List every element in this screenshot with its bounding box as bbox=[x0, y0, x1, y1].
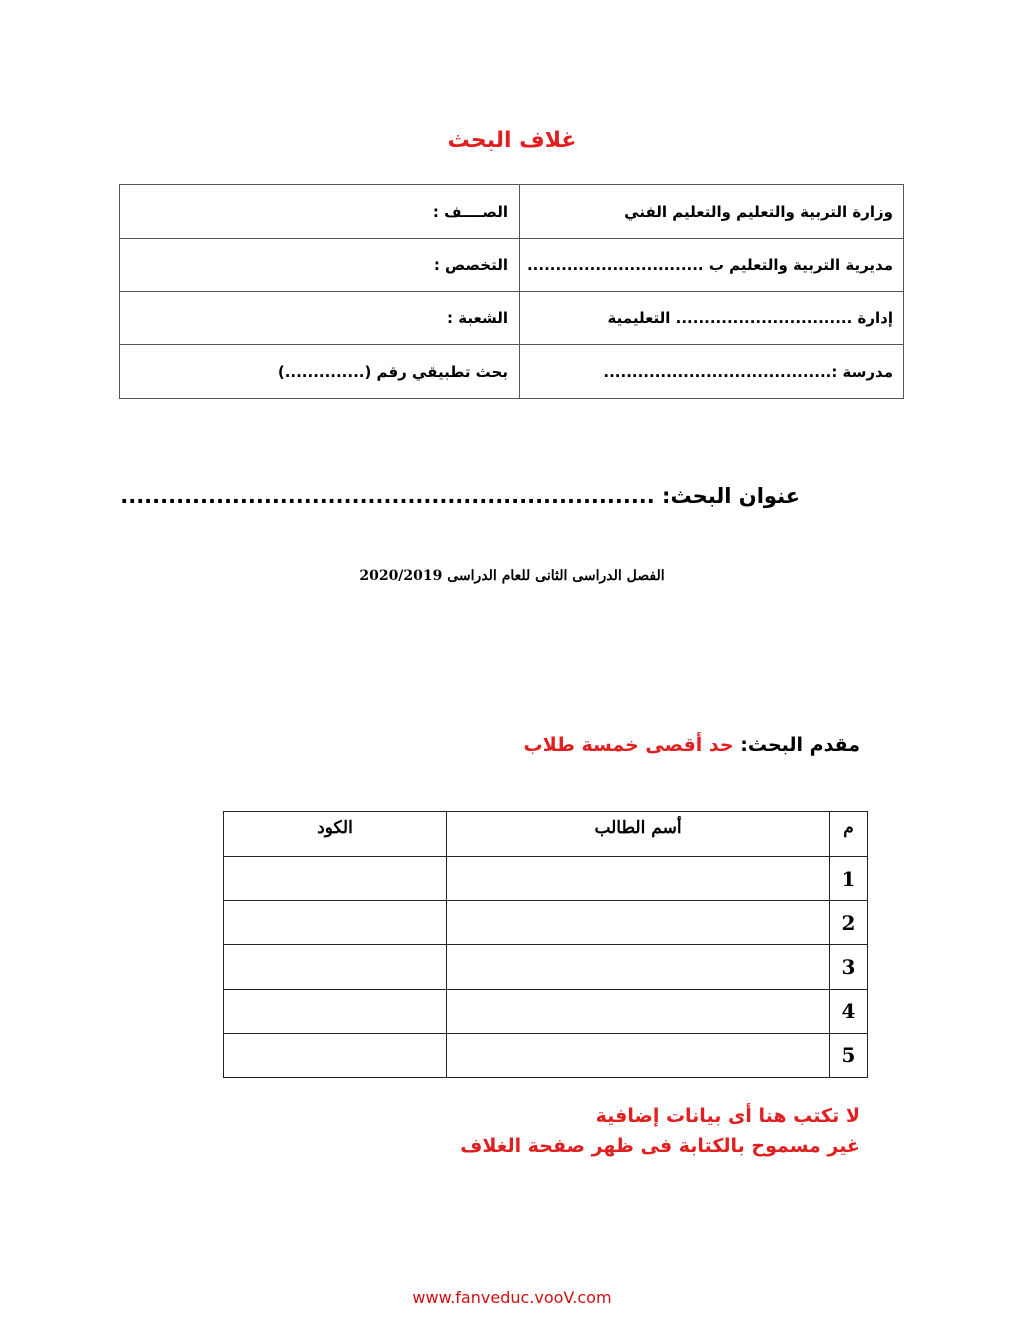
header-code: الكود bbox=[224, 812, 447, 857]
info-row-school bbox=[120, 344, 903, 398]
student-name-cell[interactable] bbox=[447, 901, 830, 945]
student-code-cell[interactable] bbox=[224, 857, 447, 901]
table-row bbox=[224, 901, 868, 945]
footer-url: www.fanveduc.vooV.com bbox=[412, 1288, 612, 1307]
info-table bbox=[119, 184, 904, 399]
directorate-label: مديرية التربية والتعليم ب ............................... bbox=[526, 256, 893, 274]
table-row bbox=[224, 945, 868, 989]
row-index: 4 bbox=[830, 989, 868, 1033]
header-student-name: أسم الطالب bbox=[447, 812, 830, 857]
student-code-cell[interactable] bbox=[224, 945, 447, 989]
row-index: 5 bbox=[830, 1033, 868, 1077]
header-index: م bbox=[830, 812, 868, 857]
research-title: عنوان البحث: ................................................................... bbox=[120, 484, 800, 508]
presenter-label: مقدم البحث: bbox=[740, 734, 860, 756]
presenter-limit-note: حد أقصى خمسة طلاب bbox=[523, 734, 734, 756]
students-table-header bbox=[224, 812, 868, 857]
ministry-label: وزارة التربية والتعليم والتعليم الفني bbox=[624, 202, 893, 221]
presenter-heading bbox=[523, 734, 860, 756]
warning-no-back-writing: غير مسموح بالكتابة فى ظهر صفحة الغلاف bbox=[460, 1135, 860, 1157]
row-index: 3 bbox=[830, 945, 868, 989]
warning-no-extra-data: لا تكتب هنا أى بيانات إضافية bbox=[595, 1105, 860, 1127]
school-label: مدرسة :........................................ bbox=[603, 362, 893, 381]
student-name-cell[interactable] bbox=[447, 989, 830, 1033]
administration-label: إدارة ............................... التعليمية bbox=[607, 309, 893, 327]
student-code-cell[interactable] bbox=[224, 989, 447, 1033]
info-row-directorate bbox=[120, 238, 903, 291]
cover-title: غلاف البحث bbox=[447, 128, 577, 153]
row-index: 1 bbox=[830, 857, 868, 901]
student-name-cell[interactable] bbox=[447, 857, 830, 901]
student-code-cell[interactable] bbox=[224, 1033, 447, 1077]
table-row bbox=[224, 1033, 868, 1077]
research-number-label: بحث تطبيقي رقم (..............) bbox=[277, 362, 508, 381]
table-row bbox=[224, 989, 868, 1033]
student-name-cell[interactable] bbox=[447, 945, 830, 989]
class-label: الصــــف : bbox=[432, 202, 508, 221]
student-name-cell[interactable] bbox=[447, 1033, 830, 1077]
students-table bbox=[223, 811, 868, 1078]
info-row-ministry bbox=[120, 185, 903, 238]
academic-term: الفصل الدراسى الثانى للعام الدراسى 2020/2019 bbox=[359, 568, 665, 584]
student-code-cell[interactable] bbox=[224, 901, 447, 945]
table-row bbox=[224, 857, 868, 901]
info-row-administration bbox=[120, 291, 903, 344]
row-index: 2 bbox=[830, 901, 868, 945]
division-label: الشعبة : bbox=[447, 309, 508, 327]
specialization-label: التخصص : bbox=[433, 256, 508, 274]
